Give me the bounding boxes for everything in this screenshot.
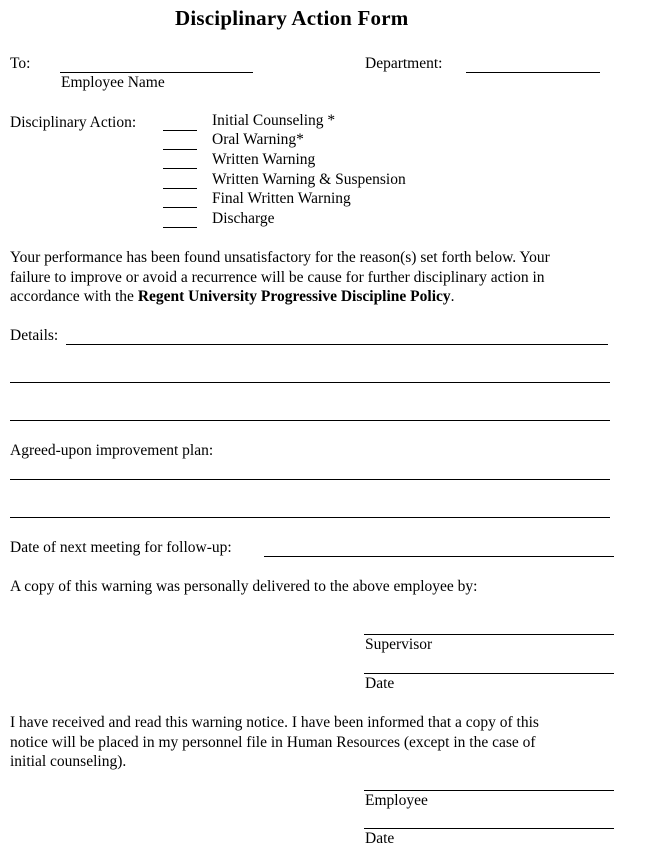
statement-line-1: Your performance has been found unsatisfactory for the reason(s) set forth below. Your — [10, 249, 550, 266]
option-final-written-warning-checkbox[interactable] — [163, 207, 197, 208]
acknowledgement-line-1: I have received and read this warning notice. I have been informed that a copy of this — [10, 714, 539, 731]
employee-signature-field[interactable] — [364, 790, 614, 791]
details-field-line-3[interactable] — [10, 420, 610, 421]
improvement-plan-label: Agreed-upon improvement plan: — [10, 442, 214, 459]
delivered-statement: A copy of this warning was personally delivered to the above employee by: — [10, 578, 478, 595]
option-initial-counseling-checkbox[interactable] — [163, 130, 197, 131]
details-field-line-2[interactable] — [10, 382, 610, 383]
option-written-warning-checkbox[interactable] — [163, 168, 197, 169]
improvement-plan-field-line-1[interactable] — [10, 479, 610, 480]
disciplinary-action-label: Disciplinary Action: — [10, 114, 137, 131]
option-final-written-warning-label: Final Written Warning — [212, 190, 351, 207]
employee-date-caption: Date — [365, 830, 395, 847]
supervisor-signature-field[interactable] — [364, 634, 614, 635]
department-field[interactable] — [466, 72, 600, 73]
supervisor-date-caption: Date — [365, 675, 395, 692]
option-discharge-label: Discharge — [212, 210, 275, 227]
option-initial-counseling-label: Initial Counseling * — [212, 112, 336, 129]
policy-name: Regent University Progressive Discipline Policy — [137, 288, 451, 305]
next-meeting-label: Date of next meeting for follow-up: — [10, 539, 232, 556]
statement-line-3-prefix: accordance with the — [10, 288, 138, 305]
statement-line-3 — [10, 287, 550, 307]
form-title: Disciplinary Action Form — [175, 6, 409, 30]
acknowledgement-line-3: initial counseling). — [10, 753, 127, 770]
employee-date-field[interactable] — [364, 828, 614, 829]
option-written-warning-suspension-checkbox[interactable] — [163, 188, 197, 189]
employee-name-caption: Employee Name — [61, 74, 165, 91]
option-written-warning-suspension-label: Written Warning & Suspension — [212, 171, 406, 188]
supervisor-date-field[interactable] — [364, 673, 614, 674]
employee-name-field[interactable] — [60, 72, 253, 73]
option-oral-warning-checkbox[interactable] — [163, 149, 197, 150]
statement-line-3-suffix: . — [450, 288, 455, 305]
acknowledgement-paragraph — [10, 713, 539, 772]
option-written-warning-label: Written Warning — [212, 151, 316, 168]
option-oral-warning-label: Oral Warning* — [212, 131, 304, 148]
next-meeting-date-field[interactable] — [264, 556, 614, 557]
improvement-plan-field-line-2[interactable] — [10, 517, 610, 518]
details-label: Details: — [10, 327, 59, 344]
acknowledgement-line-2: notice will be placed in my personnel file in Human Resources (except in the case of — [10, 733, 536, 751]
department-label: Department: — [365, 55, 443, 72]
details-field-line-1[interactable] — [66, 344, 608, 345]
statement-paragraph — [10, 248, 550, 307]
to-label: To: — [10, 55, 31, 72]
supervisor-caption: Supervisor — [365, 636, 433, 653]
employee-caption: Employee — [365, 792, 428, 809]
option-discharge-checkbox[interactable] — [163, 227, 197, 228]
statement-line-2: failure to improve or avoid a recurrence will be cause for further disciplinary action in — [10, 268, 545, 286]
